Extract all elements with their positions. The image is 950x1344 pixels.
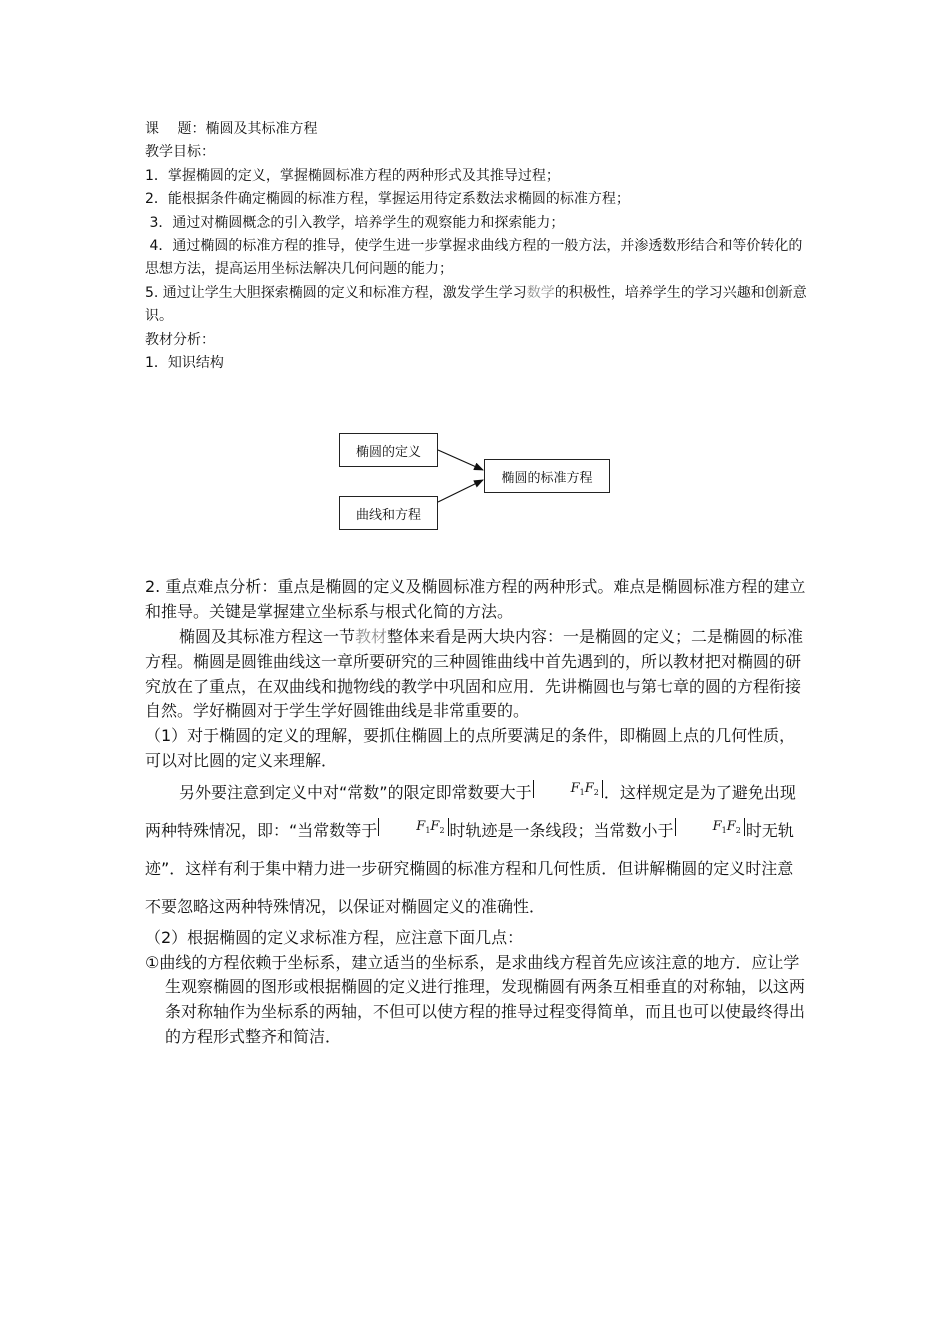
analysis-heading: 教材分析： <box>145 331 215 348</box>
formula-f: F <box>712 818 722 834</box>
objective-2: 2．能根据条件确定椭圆的标准方程，掌握运用待定系数法求椭圆的标准方程； <box>145 191 630 208</box>
formula-sub-1: 1 <box>721 825 727 835</box>
arrow-definition-to-result <box>438 450 483 470</box>
constant-paragraph <box>145 774 809 926</box>
constant-paragraph-d: 时无轨迹”．这样有利于集中精力进一步研究椭圆的标准方程和几何性质．但讲解椭圆的定义时注意不要忽略这两种特殊情况，以保证对椭圆定义的准确性． <box>145 820 794 916</box>
objective-5-text-end: 的积极性，培养学生的学习兴趣和创新意识。 <box>145 284 807 325</box>
topic-label: 课 题： <box>145 121 206 137</box>
f1f2-formula <box>675 818 745 836</box>
textbook-link[interactable]: 教材 <box>355 627 388 647</box>
box-curve-and-equation <box>339 496 438 530</box>
textbook-paragraph-rest: 整体来看是两大块内容：一是椭圆的定义；二是椭圆的标准方程。椭圆是圆锥曲线这一章所要研究的三种圆锥曲线中首先遇到的，所以教材把对椭圆的研究放在了重点，在双曲线和抛物线的教学中巩固和应用．先讲椭圆也与第七章的圆的方程衔接自然。学好椭圆对于学生学好圆锥曲线是非常重要的。 <box>145 627 804 721</box>
formula-f: F <box>570 780 580 796</box>
objective-4: 4．通过椭圆的标准方程的推导，使学生进一步掌握求曲线方程的一般方法，并渗透数形结合和等价转化的思想方法，提高运用坐标法解决几何问题的能力； <box>145 238 803 278</box>
box-curve-and-equation-label: 曲线和方程 <box>355 507 421 523</box>
formula-sub-2: 2 <box>439 825 445 835</box>
box-standard-equation-label: 椭圆的标准方程 <box>501 470 593 486</box>
constant-paragraph-c: 时轨迹是一条线段；当常数小于 <box>449 820 674 840</box>
objectives-heading: 教学目标： <box>145 144 215 161</box>
diagram-arrows <box>145 375 809 565</box>
formula-f: F <box>584 780 594 796</box>
document-page <box>145 118 809 1050</box>
box-standard-equation <box>484 459 610 493</box>
constant-paragraph-a: 另外要注意到定义中对“常数”的限定即常数要大于 <box>179 782 532 802</box>
formula-sub-1: 1 <box>425 825 431 835</box>
box-ellipse-definition <box>339 433 438 467</box>
key-points-paragraph: 2. 重点难点分析：重点是椭圆的定义及椭圆标准方程的两种形式。难点是椭圆标准方程的建立和推导。关键是掌握建立坐标系与根式化简的方法。 <box>145 577 806 622</box>
objective-5-text: 5. 通过让学生大胆探索椭圆的定义和标准方程，激发学生学习 <box>145 284 527 301</box>
formula-sub-2: 2 <box>735 825 741 835</box>
math-link[interactable]: 数学 <box>526 284 555 301</box>
point-2-item-1: ①曲线的方程依赖于坐标系，建立适当的坐标系，是求曲线方程首先应该注意的地方．应让学生观察椭圆的图形或根据椭圆的定义进行推理，发现椭圆有两条互相垂直的对称轴，以这两条对称轴作为坐标系的两轴，不但可以使方程的推导过程变得简单，而且也可以使最终得出的方程形式整齐和简洁． <box>145 952 806 1047</box>
formula-f: F <box>726 818 736 834</box>
point-1-paragraph: （1）对于椭圆的定义的理解，要抓住椭圆上的点所要满足的条件，即椭圆上点的几何性质，可以对比圆的定义来理解． <box>145 726 796 771</box>
formula-sub-1: 1 <box>579 787 585 797</box>
point-2-heading: （2）根据椭圆的定义求标准方程，应注意下面几点： <box>145 927 524 947</box>
formula-f: F <box>430 818 440 834</box>
objective-3: 3．通过对椭圆概念的引入教学，培养学生的观察能力和探索能力； <box>145 214 565 231</box>
constant-paragraph-b: ．这样规定是为了避免出现两种特殊情况，即：“当常数等于 <box>145 782 796 840</box>
f1f2-formula <box>533 780 603 798</box>
objective-5 <box>145 282 809 329</box>
textbook-paragraph-start: 椭圆及其标准方程这一节 <box>179 627 356 647</box>
objective-1: 1．掌握椭圆的定义，掌握椭圆标准方程的两种形式及其推导过程； <box>145 167 560 184</box>
formula-f: F <box>416 818 426 834</box>
box-ellipse-definition-label: 椭圆的定义 <box>355 444 421 460</box>
arrow-curve-to-result <box>438 480 483 502</box>
topic-line <box>145 118 809 141</box>
knowledge-structure-label: 1．知识结构 <box>145 355 224 372</box>
f1f2-formula <box>378 818 448 836</box>
formula-sub-2: 2 <box>593 787 599 797</box>
textbook-paragraph <box>145 625 809 724</box>
topic-title: 椭圆及其标准方程 <box>205 121 318 137</box>
knowledge-structure-diagram <box>145 375 809 565</box>
